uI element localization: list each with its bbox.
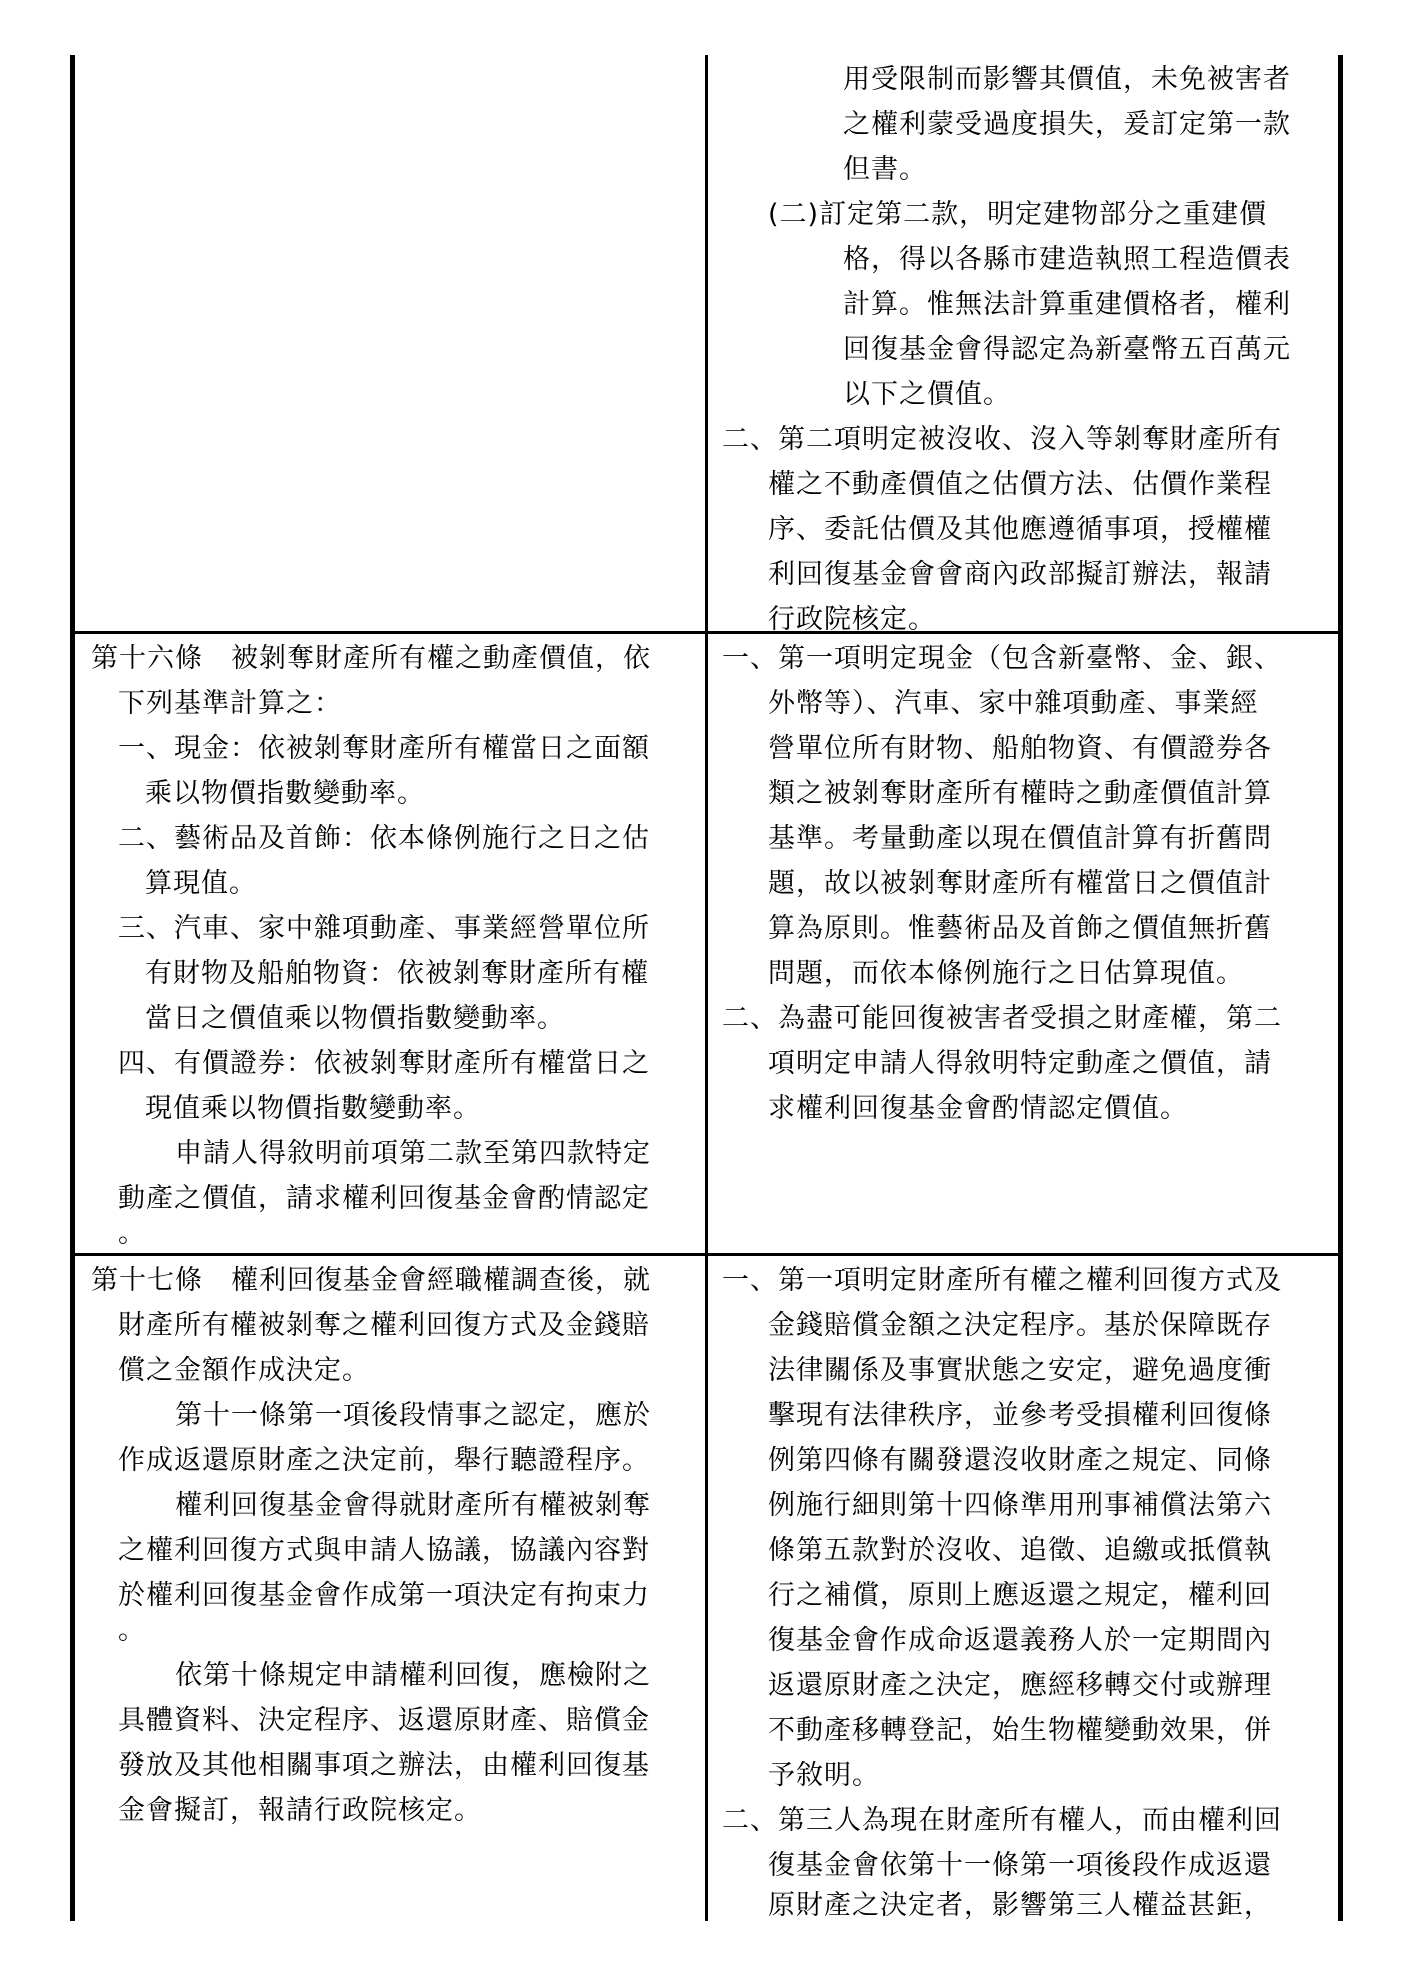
- article-paragraph: 依第十條規定申請權利回復，應檢附之: [175, 1660, 651, 1691]
- explanation-line: 求權利回復基金會酌情認定價值。: [768, 1093, 1188, 1124]
- article-17-explanation-cell: [708, 1256, 1338, 1921]
- article-line: 。: [118, 1218, 146, 1249]
- row1-left-cell: [75, 55, 705, 631]
- explanation-line: 權之不動產價值之估價方法、估價作業程: [768, 469, 1272, 500]
- explanation-line: 算為原則。惟藝術品及首飾之價值無折舊: [768, 913, 1272, 944]
- explanation-line: 行之補償，原則上應返還之規定，權利回: [768, 1580, 1272, 1611]
- article-line: 金會擬訂，報請行政院核定。: [118, 1795, 482, 1826]
- explanation-item: 二、第三人為現在財產所有權人，而由權利回: [722, 1805, 1282, 1836]
- explanation-line: 但書。: [843, 154, 927, 185]
- explanation-line: 題，故以被剝奪財產所有權當日之價值計: [768, 868, 1272, 899]
- article-line: 發放及其他相關事項之辦法，由權利回復基: [118, 1750, 650, 1781]
- explanation-line: 之權利蒙受過度損失，爰訂定第一款: [843, 109, 1291, 140]
- article-line: 財產所有權被剝奪之權利回復方式及金錢賠: [118, 1310, 650, 1341]
- article-line: 當日之價值乘以物價指數變動率。: [145, 1003, 565, 1034]
- table-right-border: [1338, 55, 1343, 1921]
- explanation-line: 回復基金會得認定為新臺幣五百萬元: [843, 334, 1291, 365]
- explanation-subitem: (二)訂定第二款，明定建物部分之重建價: [768, 199, 1268, 230]
- article-paragraph: 申請人得敘明前項第二款至第四款特定: [175, 1138, 651, 1169]
- article-line: 有財物及船舶物資：依被剝奪財產所有權: [145, 958, 649, 989]
- article-item: 二、藝術品及首飾：依本條例施行之日之估: [118, 823, 650, 854]
- explanation-line: 序、委託估價及其他應遵循事項，授權權: [768, 514, 1272, 545]
- explanation-line: 返還原財產之決定，應經移轉交付或辦理: [768, 1670, 1272, 1701]
- article-line: 。: [118, 1615, 146, 1646]
- explanation-line: 復基金會依第十一條第一項後段作成返還: [768, 1850, 1272, 1881]
- explanation-line: 條第五款對於沒收、追徵、追繳或抵償執: [768, 1535, 1272, 1566]
- article-line: 之權利回復方式與申請人協議，協議內容對: [118, 1535, 650, 1566]
- article-17-cell: [75, 1256, 705, 1921]
- explanation-line: 金錢賠償金額之決定程序。基於保障既存: [768, 1310, 1272, 1341]
- article-heading: 第十七條 權利回復基金會經職權調查後，就: [91, 1265, 651, 1296]
- explanation-line: 格，得以各縣市建造執照工程造價表: [843, 244, 1291, 275]
- article-paragraph: 權利回復基金會得就財產所有權被剝奪: [175, 1490, 651, 1521]
- explanation-line: 營單位所有財物、船舶物資、有價證券各: [768, 733, 1272, 764]
- article-item: 三、汽車、家中雜項動產、事業經營單位所: [118, 913, 650, 944]
- explanation-item: 一、第一項明定財產所有權之權利回復方式及: [722, 1265, 1282, 1296]
- explanation-item: 二、第二項明定被沒收、沒入等剝奪財產所有: [722, 424, 1282, 455]
- explanation-line: 原財產之決定者，影響第三人權益甚鉅，: [768, 1890, 1272, 1921]
- article-line: 具體資料、決定程序、返還原財產、賠償金: [118, 1705, 650, 1736]
- explanation-line: 復基金會作成命返還義務人於一定期間內: [768, 1625, 1272, 1656]
- explanation-line: 擊現有法律秩序，並參考受損權利回復條: [768, 1400, 1272, 1431]
- article-16-cell: [75, 634, 705, 1253]
- explanation-line: 以下之價值。: [843, 379, 1011, 410]
- explanation-item: 二、為盡可能回復被害者受損之財產權，第二: [722, 1003, 1282, 1034]
- explanation-line: 項明定申請人得敘明特定動產之價值，請: [768, 1048, 1272, 1079]
- explanation-line: 行政院核定。: [768, 604, 936, 635]
- explanation-line: 外幣等）、汽車、家中雜項動產、事業經: [768, 688, 1259, 719]
- explanation-line: 問題，而依本條例施行之日估算現值。: [768, 958, 1244, 989]
- explanation-line: 類之被剝奪財產所有權時之動產價值計算: [768, 778, 1272, 809]
- article-line: 算現值。: [145, 868, 257, 899]
- article-line: 於權利回復基金會作成第一項決定有拘束力: [118, 1580, 650, 1611]
- article-line: 動產之價值，請求權利回復基金會酌情認定: [118, 1183, 650, 1214]
- explanation-line: 法律關係及事實狀態之安定，避免過度衝: [768, 1355, 1272, 1386]
- article-item: 一、現金：依被剝奪財產所有權當日之面額: [118, 733, 650, 764]
- explanation-line: 基準。考量動產以現在價值計算有折舊問: [768, 823, 1272, 854]
- article-line: 乘以物價指數變動率。: [145, 778, 425, 809]
- explanation-line: 例施行細則第十四條準用刑事補償法第六: [768, 1490, 1272, 1521]
- article-line: 償之金額作成決定。: [118, 1355, 370, 1386]
- explanation-line: 計算。惟無法計算重建價格者，權利: [843, 289, 1291, 320]
- article-line: 下列基準計算之：: [118, 688, 342, 719]
- article-heading: 第十六條 被剝奪財產所有權之動產價值，依: [91, 643, 651, 674]
- row1-right-cell: [708, 55, 1338, 635]
- article-line: 現值乘以物價指數變動率。: [145, 1093, 481, 1124]
- article-paragraph: 第十一條第一項後段情事之認定，應於: [175, 1400, 651, 1431]
- explanation-line: 例第四條有關發還沒收財產之規定、同條: [768, 1445, 1272, 1476]
- explanation-line: 利回復基金會會商內政部擬訂辦法，報請: [768, 559, 1272, 590]
- explanation-line: 予敘明。: [768, 1760, 880, 1791]
- article-16-explanation-cell: [708, 634, 1338, 1253]
- article-line: 作成返還原財產之決定前，舉行聽證程序。: [118, 1445, 650, 1476]
- explanation-item: 一、第一項明定現金（包含新臺幣、金、銀、: [722, 643, 1282, 674]
- explanation-line: 不動產移轉登記，始生物權變動效果，併: [768, 1715, 1272, 1746]
- article-item: 四、有價證券：依被剝奪財產所有權當日之: [118, 1048, 650, 1079]
- explanation-line: 用受限制而影響其價值，未免被害者: [843, 64, 1291, 95]
